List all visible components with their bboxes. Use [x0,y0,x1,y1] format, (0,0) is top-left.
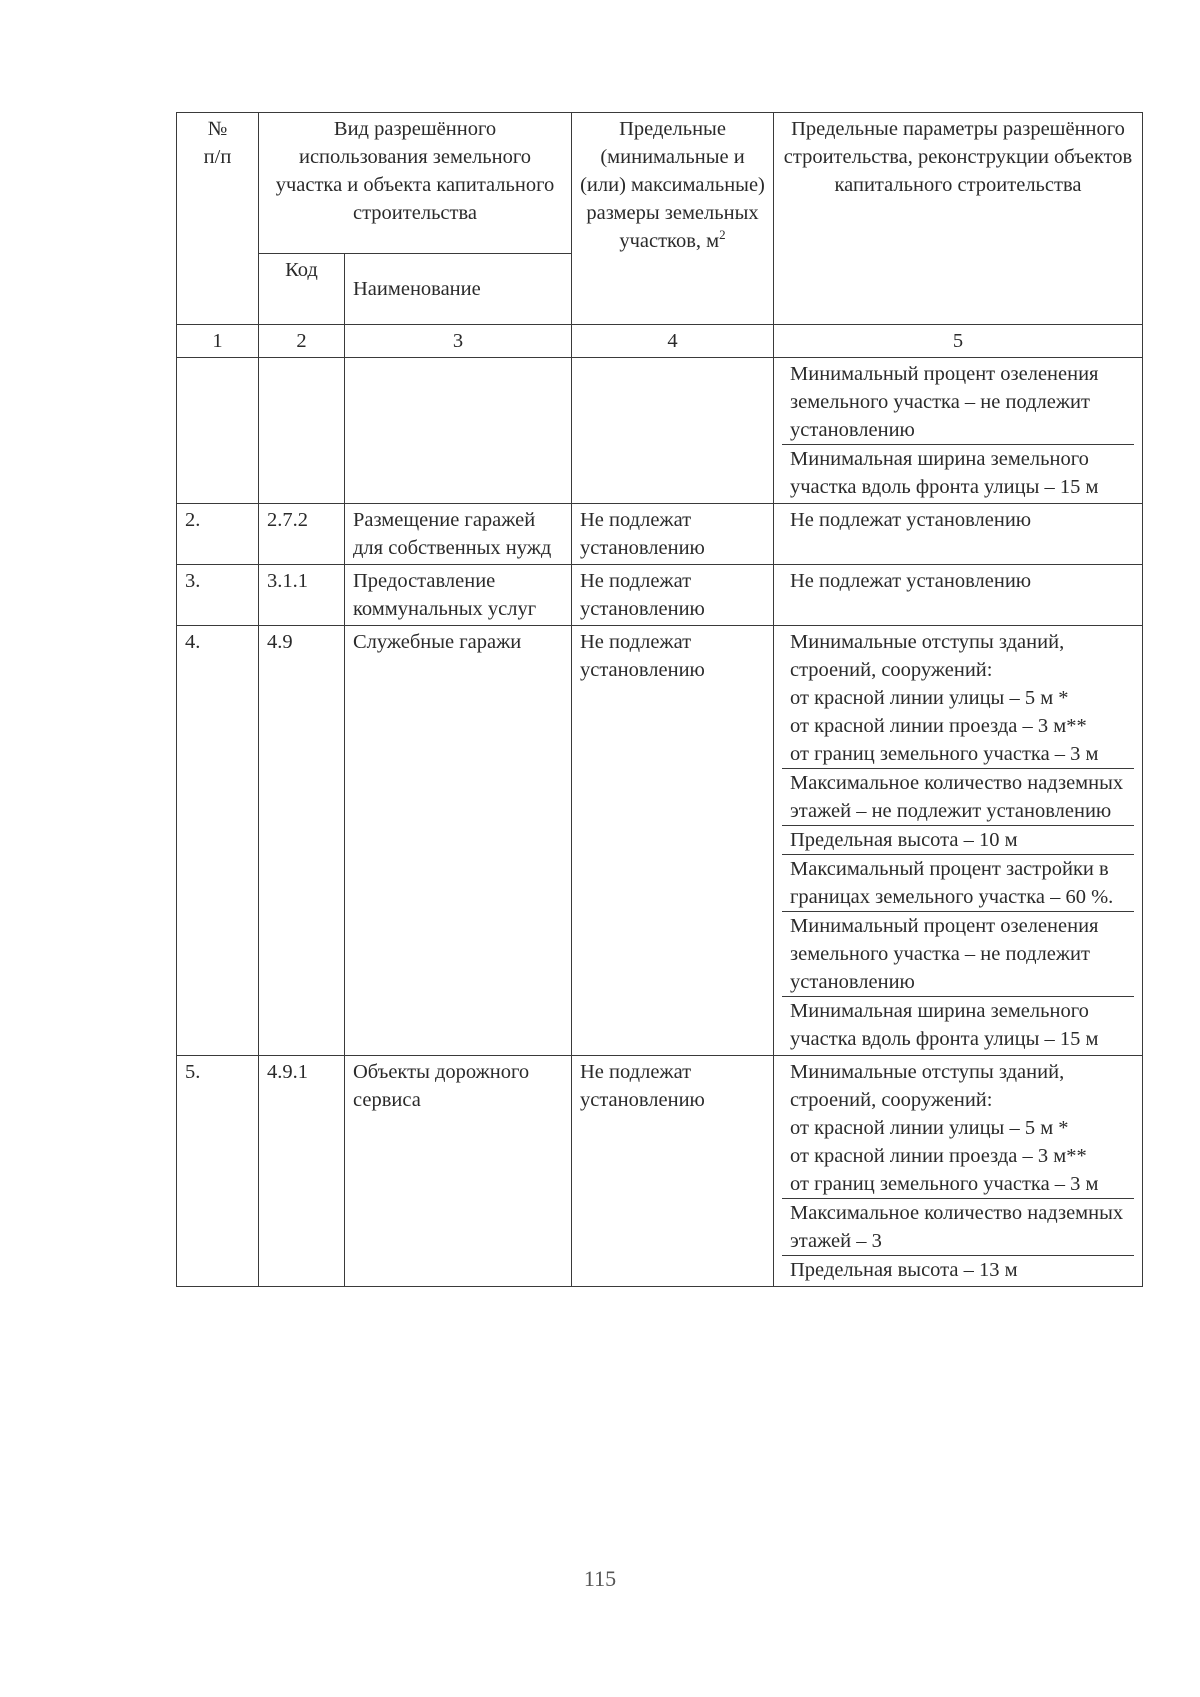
table-row [177,1056,1143,1287]
row-code-cell: 4.9 [259,626,345,1056]
row-code-cell: 2.7.2 [259,504,345,565]
row-name-cell: Предоставление коммунальных услуг [345,565,572,626]
colnum-1: 1 [177,325,259,358]
row-name-cell: Объекты дорожного сервиса [345,1056,572,1287]
row-number-cell: 5. [177,1056,259,1287]
param-item: Максимальное количество надземных этажей – 3 [782,1198,1134,1255]
param-item: Минимальные отступы зданий, строений, сооружений: от красной линии улицы – 5 м * от красной линии проезда – 3 м** от границ земельного участка – 3 м [790,1061,1099,1195]
param-item: Предельная высота – 13 м [782,1255,1134,1284]
header-params: Предельные параметры разрешённого строительства, реконструкции объектов капитального строительства [774,113,1143,325]
colnum-3: 3 [345,325,572,358]
params-list [782,506,1134,534]
param-item: Предельная высота – 10 м [782,825,1134,854]
row-name-cell: Размещение гаражей для собственных нужд [345,504,572,565]
row-size-cell [572,358,774,504]
header-num: № п/п [177,113,259,325]
colnum-4: 4 [572,325,774,358]
row-params-cell [774,1056,1143,1287]
column-number-row [177,325,1143,358]
param-item: Максимальное количество надземных этажей – не подлежит установлению [782,768,1134,825]
row-params-cell [774,504,1143,565]
regulations-table [176,112,1143,1287]
header-size-text: Предельные (минимальные и (или) максимальные) размеры земельных участков, м [580,118,765,252]
table-row [177,504,1143,565]
row-params-cell [774,565,1143,626]
row-size-cell: Не подлежат установлению [572,504,774,565]
table-row [177,358,1143,504]
params-list [782,360,1134,501]
row-name-cell: Служебные гаражи [345,626,572,1056]
param-item: Минимальный процент озеленения земельного участка – не подлежит установлению [790,363,1099,441]
colnum-2: 2 [259,325,345,358]
row-size-cell: Не подлежат установлению [572,565,774,626]
header-row [177,113,1143,254]
row-number-cell: 2. [177,504,259,565]
param-item: Минимальные отступы зданий, строений, сооружений: от красной линии улицы – 5 м * от красной линии проезда – 3 м** от границ земельного участка – 3 м [790,631,1099,765]
page-number: 115 [583,1566,617,1591]
table-row [177,565,1143,626]
row-name-cell [345,358,572,504]
row-number-cell [177,358,259,504]
param-item: Минимальный процент озеленения земельного участка – не подлежит установлению [782,911,1134,996]
row-number-cell: 3. [177,565,259,626]
row-params-cell [774,626,1143,1056]
param-item: Максимальный процент застройки в границах земельного участка – 60 %. [782,854,1134,911]
table-body [177,358,1143,1287]
colnum-5: 5 [774,325,1143,358]
param-item: Минимальная ширина земельного участка вдоль фронта улицы – 15 м [782,996,1134,1053]
param-item: Не подлежат установлению [790,509,1032,531]
header-vid: Вид разрешённого использования земельного участка и объекта капитального строительства [259,113,572,254]
row-code-cell: 3.1.1 [259,565,345,626]
row-size-cell: Не подлежат установлению [572,626,774,1056]
row-code-cell [259,358,345,504]
param-item: Минимальная ширина земельного участка вдоль фронта улицы – 15 м [782,444,1134,501]
param-item: Не подлежат установлению [790,570,1032,592]
row-code-cell: 4.9.1 [259,1056,345,1287]
params-list [782,567,1134,595]
row-size-cell: Не подлежат установлению [572,1056,774,1287]
header-size-sup: 2 [719,227,726,243]
row-params-cell [774,358,1143,504]
params-list [782,628,1134,1053]
header-size [572,113,774,325]
row-number-cell: 4. [177,626,259,1056]
table-row [177,626,1143,1056]
params-list [782,1058,1134,1284]
header-name: Наименование [345,254,572,325]
header-kod: Код [259,254,345,325]
